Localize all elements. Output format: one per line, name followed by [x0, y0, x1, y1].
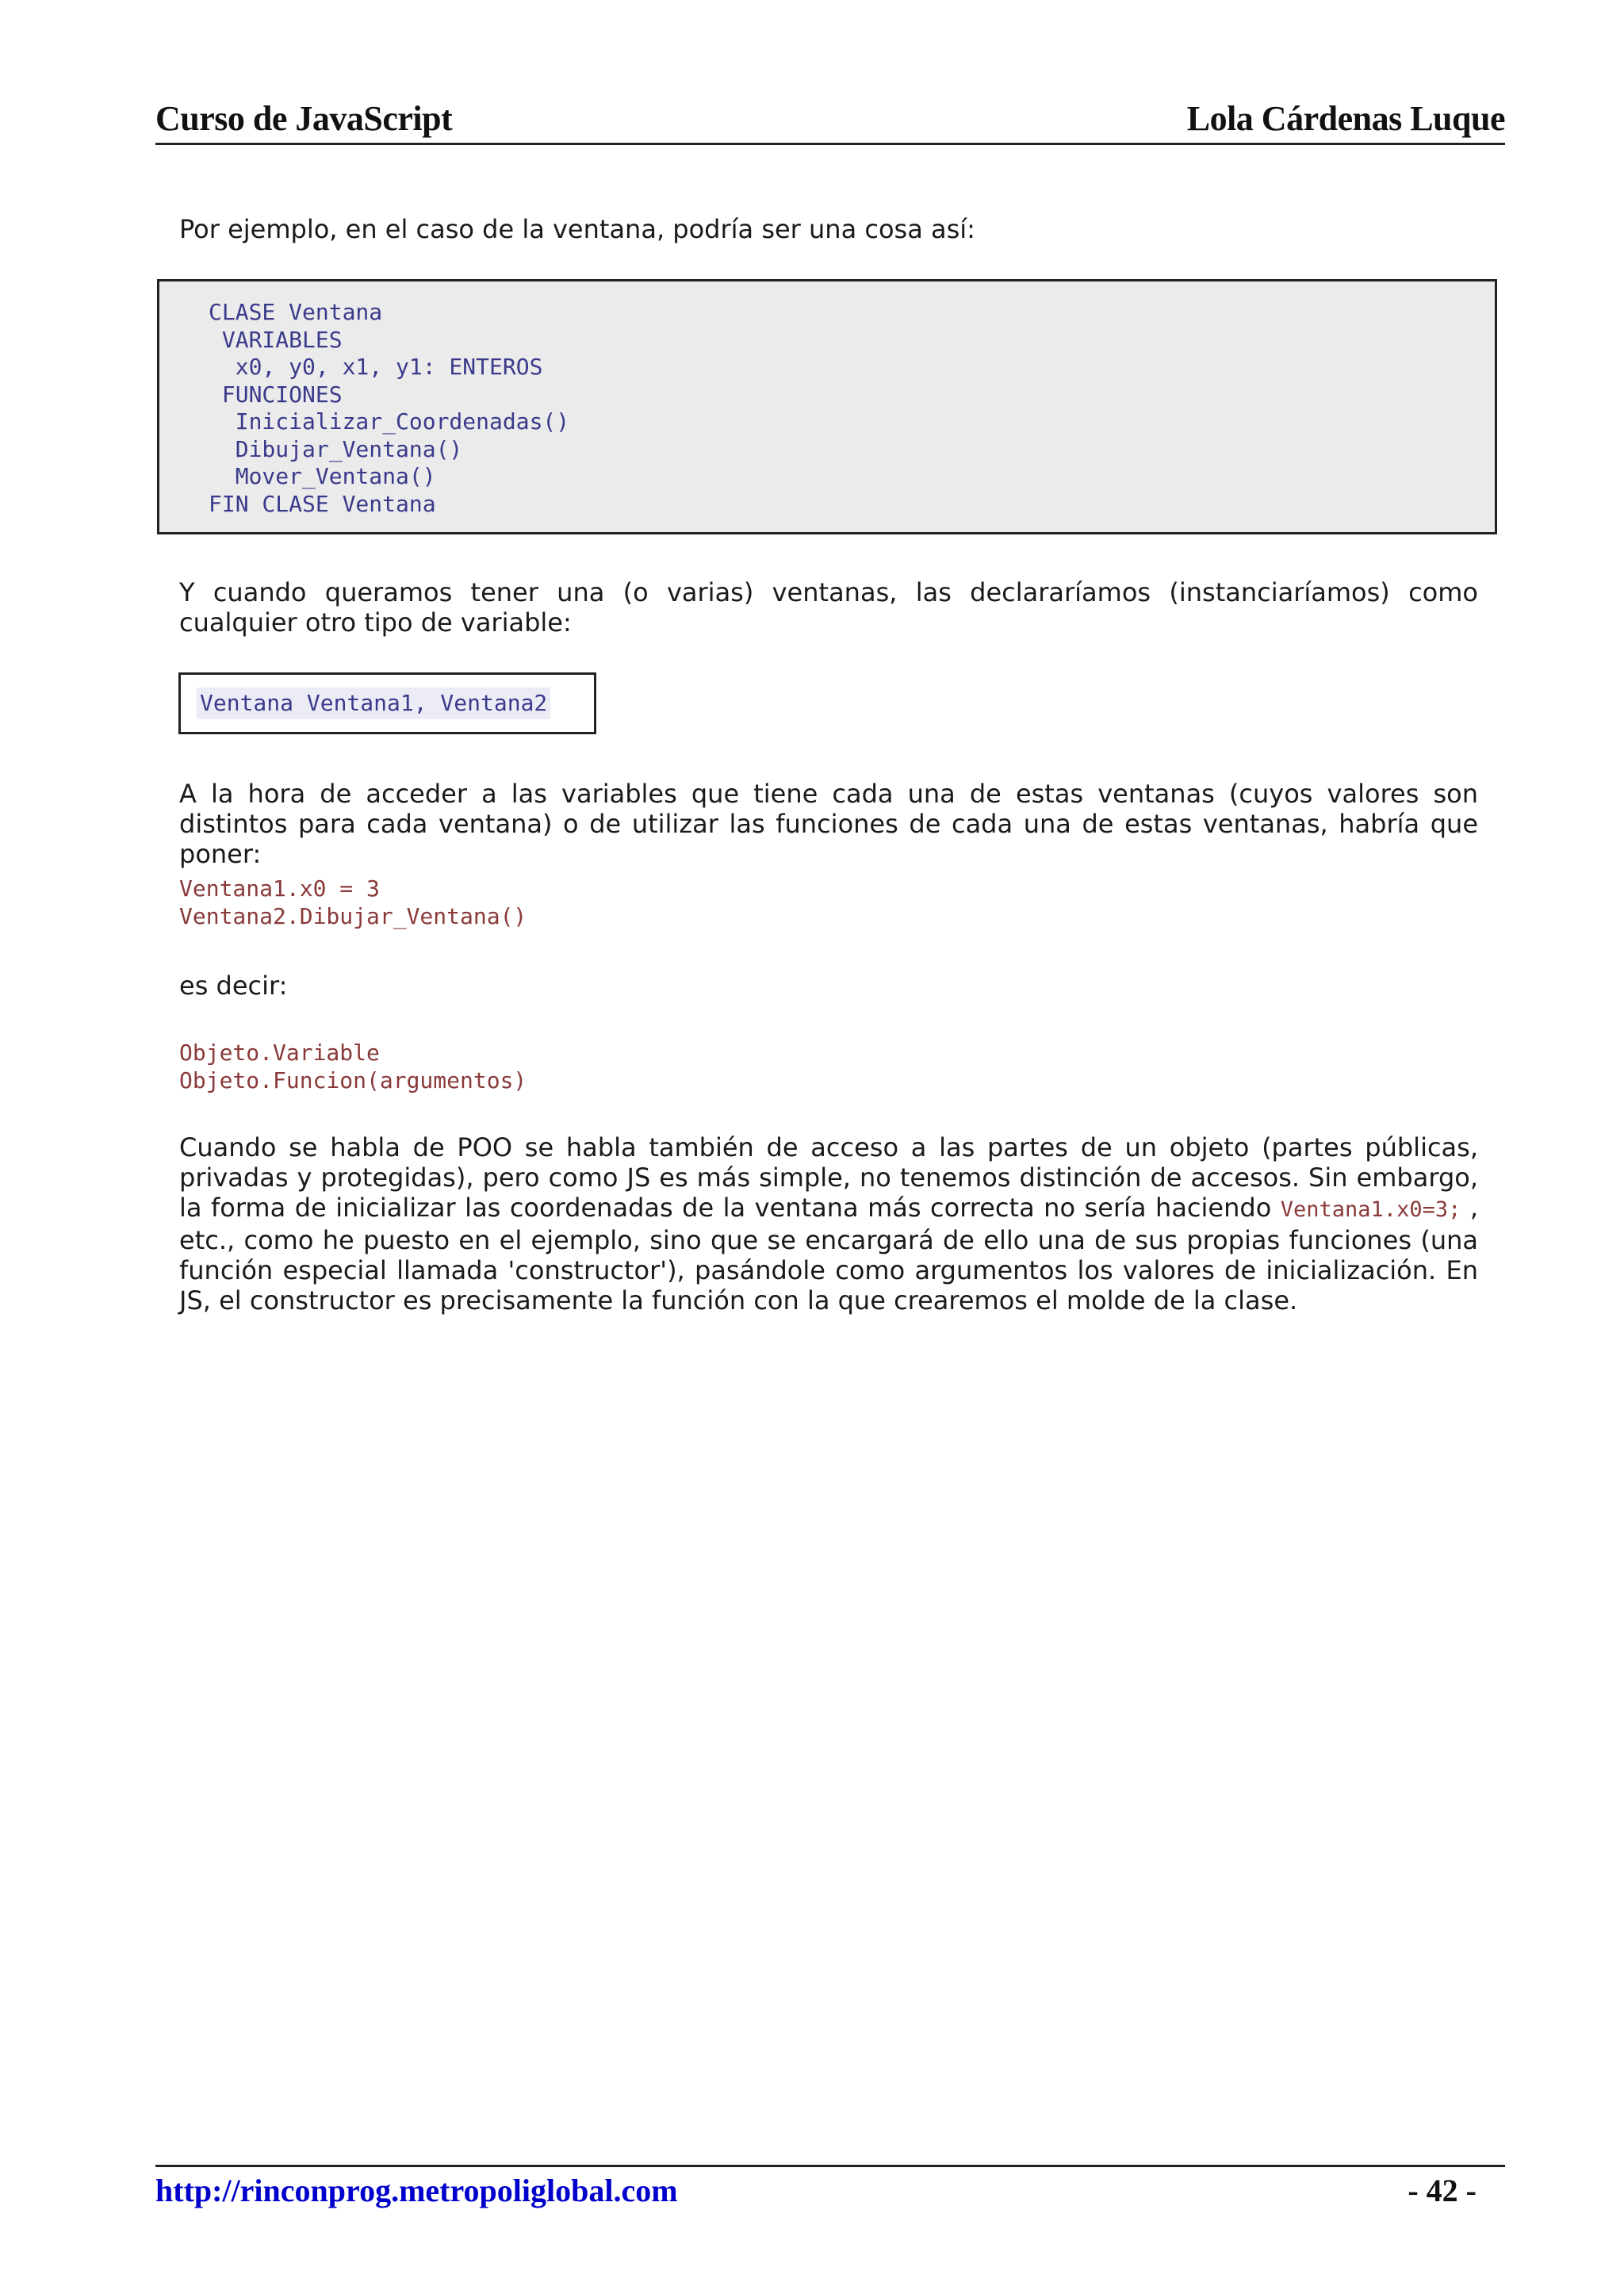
header-course-title: Curso de JavaScript — [155, 99, 453, 138]
footer-url-link[interactable]: http://rinconprog.metropoliglobal.com — [155, 2173, 678, 2208]
code-class-ventana: CLASE Ventana VARIABLES x0, y0, x1, y1: ENTEROS FUNCIONES Inicializar_Coordenadas() Dibujar_Ventana() Mover_Ventana() FIN CLASE Ventana — [209, 299, 570, 517]
paragraph-access: A la hora de acceder a las variables que tiene cada una de estas ventanas (cuyos valores son distintos para cada ventana) o de utilizar las funciones de cada una de estas ventanas, habría que poner: — [179, 779, 1478, 869]
paragraph-intro-example: Por ejemplo, en el caso de la ventana, podría ser una cosa así: — [179, 214, 975, 244]
paragraph-es-decir: es decir: — [179, 971, 288, 1001]
header-author: Lola Cárdenas Luque — [1186, 99, 1505, 138]
code-access-example: Ventana1.x0 = 3 Ventana2.Dibujar_Ventana() — [179, 875, 527, 929]
paragraph-poo-access — [179, 1132, 1478, 1316]
page-header — [155, 94, 1505, 145]
code-box-class-definition — [157, 279, 1497, 534]
code-box-declaration — [178, 672, 596, 734]
code-declaration: Ventana Ventana1, Ventana2 — [200, 690, 548, 716]
code-highlight — [197, 687, 550, 719]
page-footer — [155, 2165, 1505, 2215]
inline-code-ventana1: Ventana1.x0=3; — [1280, 1197, 1461, 1222]
page-number: - 42 - — [1408, 2173, 1477, 2208]
paragraph-poo-text-end: , etc., como he puesto en el ejemplo, sino que se encargará de ello una de sus propias funciones (una función especial llamada 'constructor'), pasándole como argumentos los valores de inicialización. En JS, el constructor es precisamente la función con la que crearemos el molde de la clase. — [179, 1193, 1479, 1316]
paragraph-poo-text-start: Cuando se habla de POO se habla también de acceso a las partes de un objeto (partes públicas, privadas y protegidas), pero como JS es más simple, no tenemos distinción de accesos. Sin embargo, la forma de inicializar las coordenadas de la ventana más correcta no sería haciendo — [179, 1132, 1478, 1223]
code-generic-example: Objeto.Variable Objeto.Funcion(argumentos) — [179, 1040, 527, 1093]
paragraph-instantiation: Y cuando queramos tener una (o varias) ventanas, las declararíamos (instanciaríamos) como cualquier otro tipo de variable: — [179, 577, 1478, 638]
